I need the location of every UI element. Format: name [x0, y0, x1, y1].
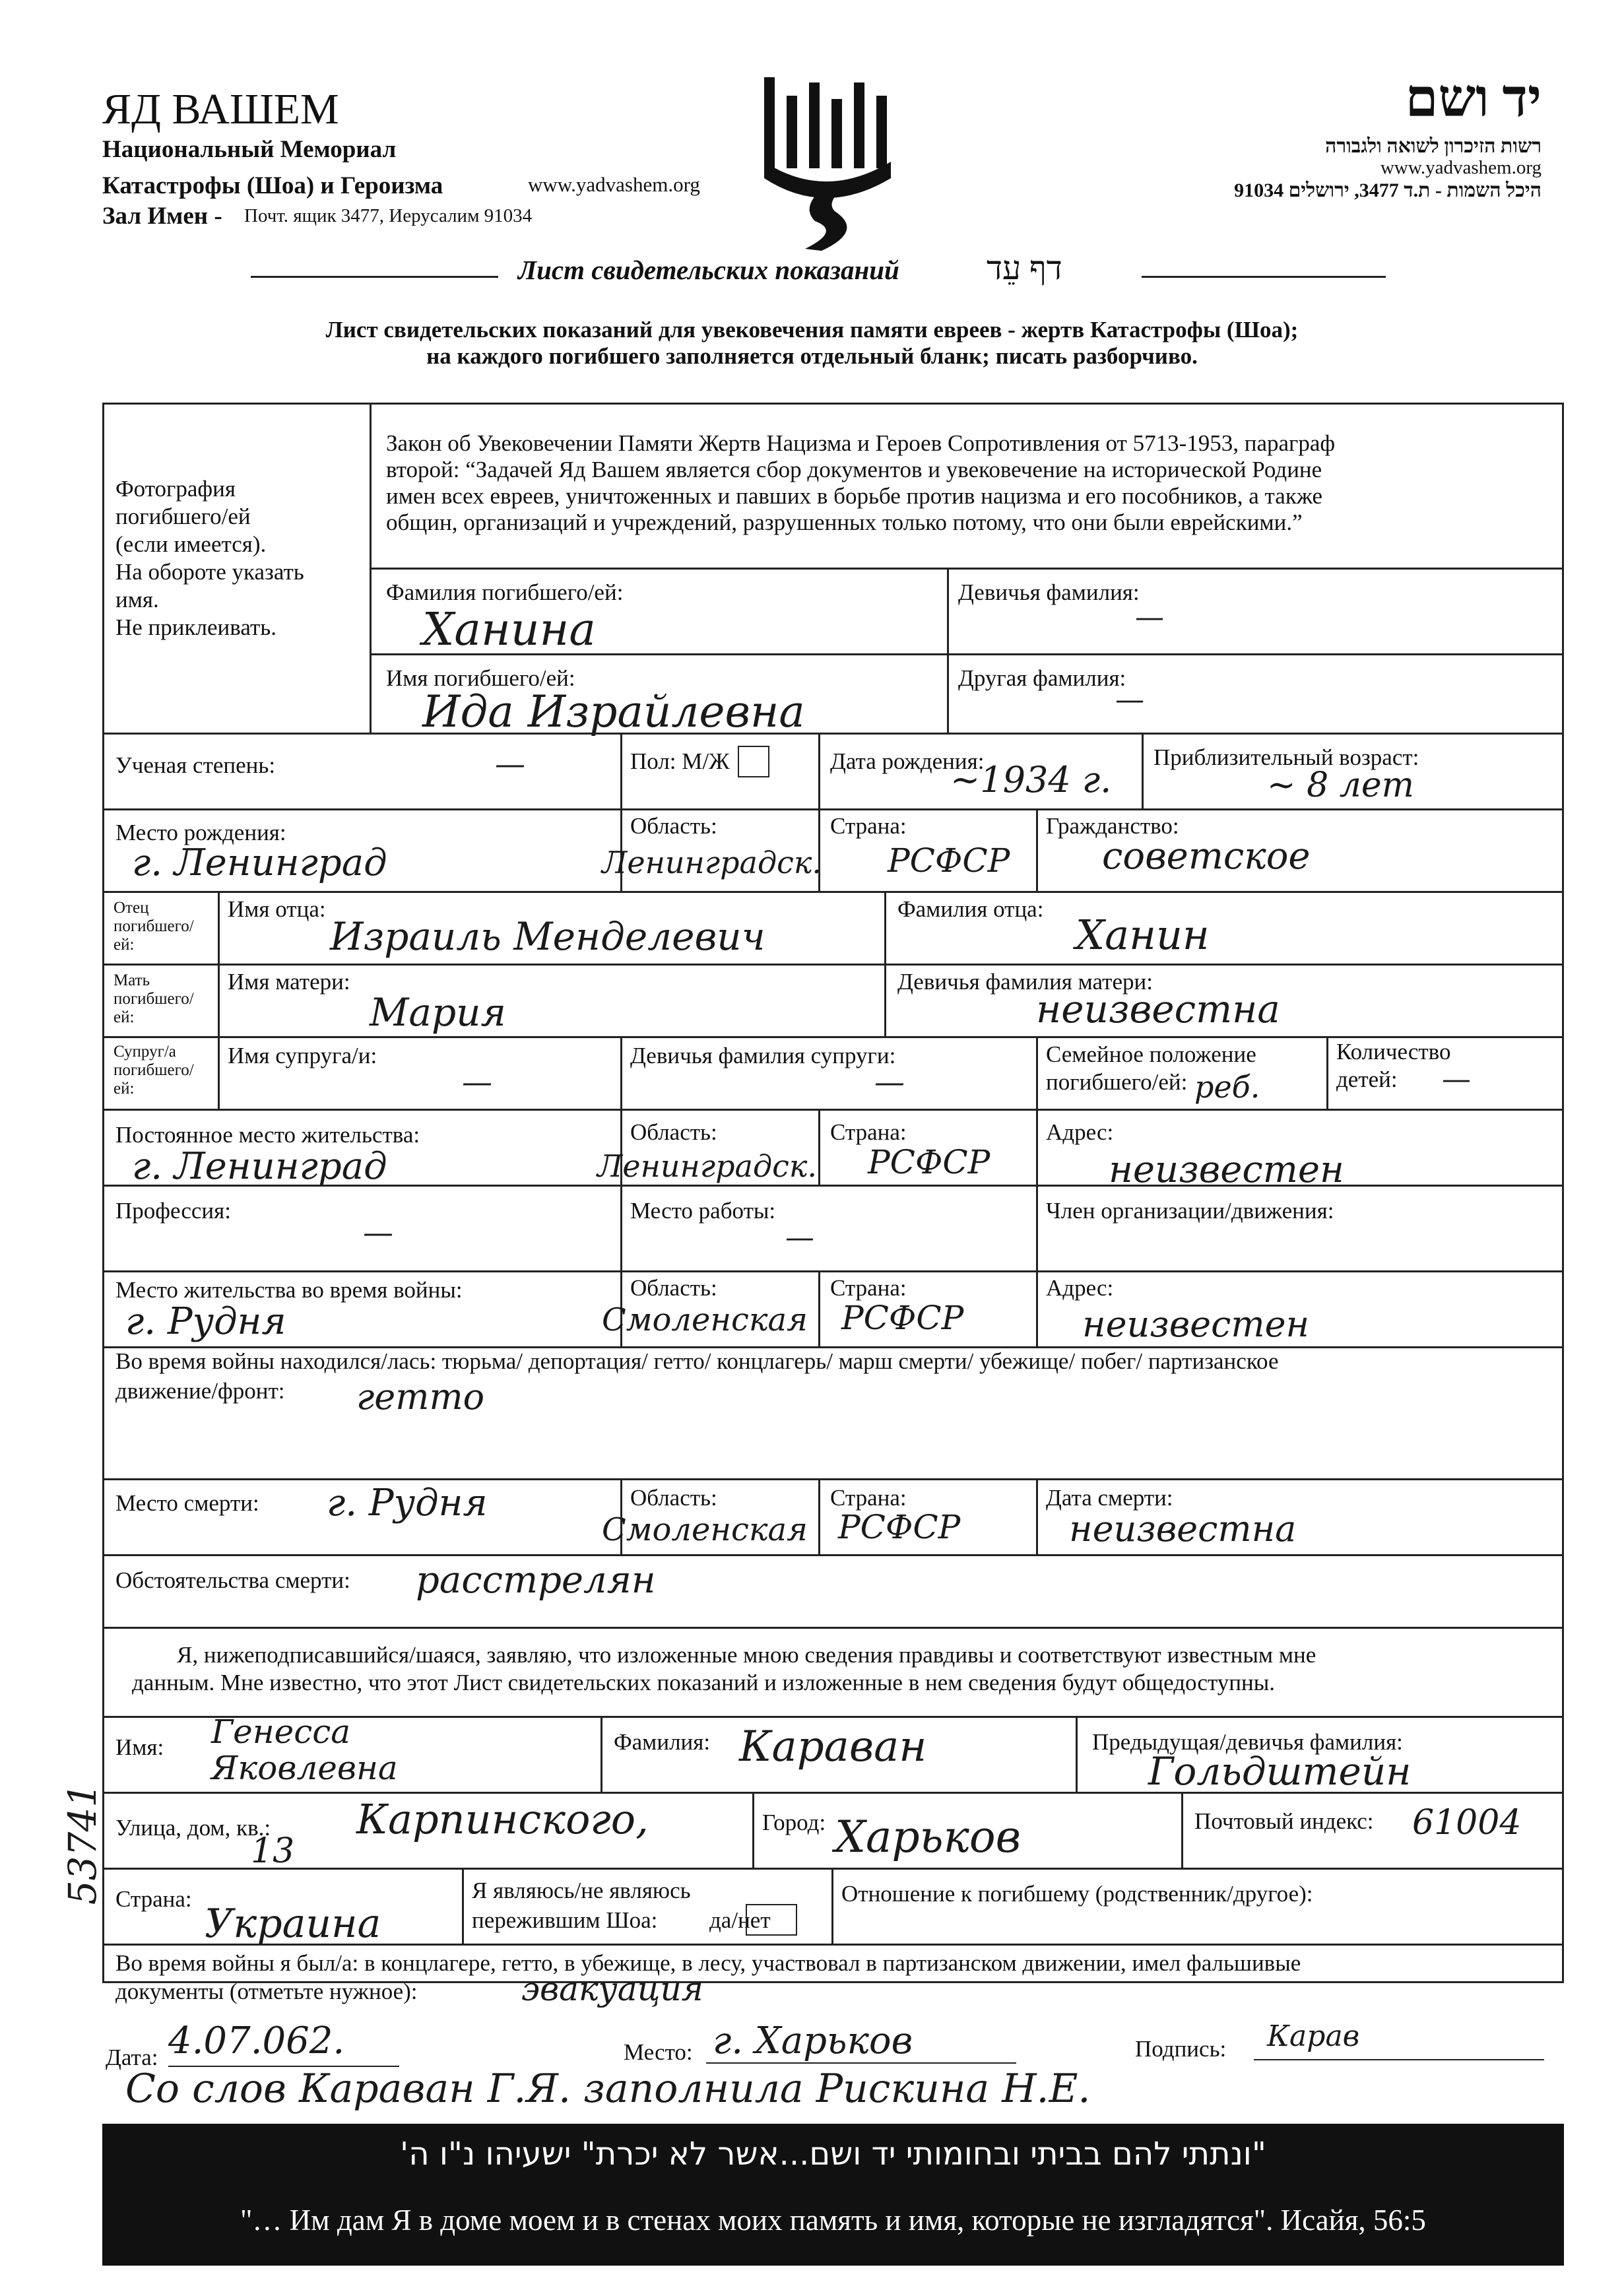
- father-surname-value[interactable]: Ханин: [1076, 911, 1210, 959]
- relation-label: Отношение к погибшему (родственник/другое):: [841, 1881, 1313, 1907]
- intro-line1: Лист свидетельских показаний для увековечения памяти евреев - жертв Катастрофы (Шоа);: [325, 317, 1299, 343]
- death-date-label: Дата смерти:: [1046, 1485, 1173, 1511]
- mother-name-label: Имя матери:: [228, 969, 350, 995]
- war-region-label: Область:: [630, 1275, 717, 1301]
- marital-label-1: Семейное положение: [1046, 1041, 1256, 1067]
- submitter-prev-surname-value[interactable]: Гольдштейн: [1148, 1749, 1412, 1794]
- perm-region-label: Область:: [630, 1119, 717, 1145]
- birthplace-label: Место рождения:: [115, 820, 286, 845]
- victim-surname-label: Фамилия погибшего/ей:: [386, 579, 624, 605]
- declaration-line2: данным. Мне известно, что этот Лист свидетельских показаний и изложенные в нем сведения будут общедоступны.: [132, 1670, 1275, 1695]
- submitter-war-value[interactable]: эвакуация: [521, 1970, 703, 2008]
- victim-other-surname-value[interactable]: —: [1115, 683, 1144, 717]
- submitter-house-value[interactable]: 13: [251, 1831, 295, 1871]
- war-status-label-2: движение/фронт:: [115, 1378, 285, 1404]
- death-region-value[interactable]: Смоленская: [602, 1511, 808, 1548]
- sex-female-mark[interactable]: [738, 746, 769, 777]
- victim-surname-value[interactable]: Ханина: [422, 604, 596, 656]
- death-country-label: Страна:: [830, 1485, 907, 1511]
- degree-label: Ученая степень:: [115, 752, 276, 778]
- war-address-label: Адрес:: [1046, 1275, 1114, 1301]
- submitter-prev-surname-label: Предыдущая/девичья фамилия:: [1092, 1729, 1403, 1755]
- victim-name-label: Имя погибшего/ей:: [386, 665, 575, 691]
- birth-country-value[interactable]: РСФСР: [888, 841, 1010, 880]
- spouse-name-value[interactable]: —: [462, 1064, 492, 1099]
- citizenship-value[interactable]: советское: [1102, 835, 1311, 878]
- degree-value[interactable]: —: [495, 746, 525, 781]
- website: www.yadvashem.org: [528, 173, 700, 196]
- survivor-no-mark[interactable]: [746, 1904, 797, 1936]
- victim-other-surname-label: Другая фамилия:: [958, 665, 1126, 691]
- death-place-label: Место смерти:: [115, 1490, 259, 1516]
- place-value[interactable]: г. Харьков: [713, 2019, 913, 2062]
- death-country-value[interactable]: РСФСР: [838, 1508, 961, 1546]
- perm-country-value[interactable]: РСФСР: [868, 1143, 991, 1181]
- war-country-value[interactable]: РСФСР: [841, 1299, 964, 1337]
- heb-website: www.yadvashem.org: [1380, 157, 1542, 178]
- victim-maiden-label: Девичья фамилия:: [958, 579, 1140, 605]
- children-label-1: Количество: [1336, 1039, 1451, 1065]
- survivor-label-1: Я являюсь/не являюсь: [472, 1878, 691, 1903]
- heb-line2: היכל השמות - ת.ד 3477, ירושלים 91034: [1234, 180, 1542, 201]
- death-region-label: Область:: [630, 1485, 717, 1511]
- mother-maiden-value[interactable]: неизвестна: [1036, 987, 1280, 1032]
- perm-address-value[interactable]: неизвестен: [1109, 1148, 1344, 1191]
- marital-label-2: погибшего/ей:: [1046, 1069, 1188, 1095]
- war-residence-label: Место жительства во время войны:: [115, 1277, 463, 1303]
- org-title: ЯД ВАШЕМ: [102, 85, 339, 133]
- birth-country-label: Страна:: [830, 813, 907, 839]
- survivor-label-2: пережившим Шоа:: [472, 1907, 658, 1933]
- submitter-war-label-2: документы (отметьте нужное):: [115, 1979, 418, 2004]
- submitter-name-value-2[interactable]: Яковлевна: [211, 1749, 398, 1787]
- mother-side-label: Мать погибшего/ей:: [114, 971, 194, 1026]
- children-value[interactable]: —: [1442, 1063, 1471, 1096]
- note-value: Со слов Караван Г.Я. заполнила Рискина Н.Е.: [125, 2066, 1091, 2112]
- sex-label: Пол: М/Ж: [630, 748, 730, 774]
- mother-maiden-label: Девичья фамилия матери:: [897, 969, 1153, 995]
- submitter-street-value[interactable]: Карпинского,: [356, 1795, 649, 1843]
- father-name-label: Имя отца:: [228, 896, 326, 922]
- profession-value[interactable]: —: [363, 1214, 393, 1250]
- declaration-line1: Я, нижеподписавшийся/шаяся, заявляю, что изложенные мною сведения правдивы и соответствуют известным мне: [177, 1642, 1316, 1668]
- org-line2: Катастрофы (Шоа) и Героизма: [102, 172, 443, 199]
- victim-maiden-value[interactable]: —: [1135, 601, 1164, 634]
- death-date-value[interactable]: неизвестна: [1069, 1508, 1297, 1550]
- age-value[interactable]: ~ 8 лет: [1267, 766, 1414, 805]
- birthplace-value[interactable]: г. Ленинград: [132, 841, 387, 884]
- hall-label: Зал Имен -: [102, 203, 222, 230]
- law-text: Закон об Увековечении Памяти Жертв Нацизма и Героев Сопротивления от 5713-1953, параграф второй: “Задачей Яд Вашем является сбор документов и увековечение на исторической Родине имен всех евреев, уничтоженных и павших в борьбе против нацизма и его пособников, а также общин, организаций и учреждений, разрушенных только потому, что они были еврейскими.”: [386, 430, 1336, 535]
- victim-name-value[interactable]: Ида Израйлевна: [422, 686, 805, 737]
- father-surname-label: Фамилия отца:: [897, 896, 1044, 922]
- perm-region-value[interactable]: Ленинградск.: [597, 1148, 817, 1184]
- perm-residence-label: Постоянное место жительства:: [115, 1122, 420, 1148]
- submitter-war-label-1: Во время войны я был/а: в концлагере, гетто, в убежище, в лесу, участвовал в партизанском движении, имел фальшивые: [115, 1950, 1301, 1976]
- perm-country-label: Страна:: [830, 1119, 907, 1145]
- submitter-country-label: Страна:: [115, 1886, 192, 1912]
- citizenship-label: Гражданство:: [1046, 813, 1179, 839]
- workplace-value[interactable]: —: [785, 1221, 814, 1255]
- submitter-city-value[interactable]: Харьков: [835, 1812, 1022, 1862]
- submitter-name-label: Имя:: [115, 1734, 164, 1760]
- spouse-side-label: Супруг/а погибшего/ей:: [114, 1043, 194, 1098]
- war-residence-value[interactable]: г. Рудня: [125, 1300, 286, 1343]
- children-label-2: детей:: [1336, 1066, 1398, 1092]
- submitter-surname-label: Фамилия:: [614, 1729, 711, 1755]
- signature-label: Подпись:: [1135, 2036, 1227, 2062]
- birth-region-label: Область:: [630, 813, 717, 839]
- survivor-options[interactable]: да/нет: [709, 1907, 771, 1933]
- submitter-city-label: Город:: [762, 1810, 826, 1835]
- signature-value[interactable]: Карав: [1267, 2019, 1360, 2053]
- workplace-label: Место работы:: [630, 1198, 776, 1224]
- date-value[interactable]: 4.07.062.: [168, 2019, 345, 2062]
- submitter-zip-value[interactable]: 61004: [1412, 1803, 1522, 1843]
- war-address-value[interactable]: неизвестен: [1082, 1303, 1310, 1345]
- dob-label: Дата рождения:: [830, 748, 985, 774]
- birth-region-value[interactable]: Ленинградск.: [602, 845, 822, 880]
- spouse-maiden-value[interactable]: —: [874, 1064, 905, 1099]
- quote-hebrew: "ונתתי להם בביתי ובחומותי יד ושם...אשר לא יכרת" ישעיהו נ"ו ה': [400, 2136, 1266, 2173]
- submitter-surname-value[interactable]: Караван: [739, 1722, 927, 1771]
- war-status-label-1: Во время войны находился/лась: тюрьма/ депортация/ гетто/ концлагерь/ марш смерти/ убежище/ побег/ партизанское: [115, 1348, 1279, 1374]
- profession-label: Профессия:: [115, 1198, 231, 1224]
- death-circumstances-label: Обстоятельства смерти:: [115, 1567, 350, 1593]
- perm-address-label: Адрес:: [1046, 1119, 1114, 1145]
- org-line1: Национальный Мемориал: [102, 136, 397, 163]
- death-circumstances-value[interactable]: расстрелян: [416, 1559, 656, 1602]
- war-region-value[interactable]: Смоленская: [602, 1301, 808, 1338]
- death-place-value[interactable]: г. Рудня: [327, 1482, 488, 1524]
- heb-line1: רשות הזיכרון לשואה ולגבורה: [1325, 135, 1542, 157]
- mother-name-value[interactable]: Мария: [370, 990, 506, 1035]
- submitter-street-label: Улица, дом, кв.:: [115, 1815, 271, 1841]
- submitter-zip-label: Почтовый индекс:: [1194, 1808, 1374, 1834]
- age-label: Приблизительный возраст:: [1153, 744, 1419, 770]
- hall-address: Почт. ящик 3477, Иерусалим 91034: [244, 205, 533, 226]
- quote-banner: [102, 2124, 1564, 2266]
- marital-value[interactable]: реб.: [1194, 1069, 1260, 1105]
- perm-residence-value[interactable]: г. Ленинград: [132, 1145, 387, 1188]
- war-status-value[interactable]: гетто: [356, 1376, 485, 1418]
- heb-title: יד ושם: [1405, 70, 1542, 128]
- spouse-name-label: Имя супруга/и:: [228, 1043, 377, 1068]
- submitter-country-value[interactable]: Украина: [205, 1901, 381, 1947]
- photo-note: Фотография погибшего/ей (если имеется). На обороте указать имя. Не приклеивать.: [115, 476, 304, 640]
- yad-vashem-logo: [759, 69, 897, 254]
- war-country-label: Страна:: [830, 1275, 907, 1301]
- organization-label: Член организации/движения:: [1046, 1198, 1334, 1224]
- form-title: Лист свидетельских показаний: [518, 255, 899, 285]
- intro-line2: на каждого погибшего заполняется отдельный бланк; писать разборчиво.: [426, 343, 1198, 369]
- form-title-heb: דף עֵד: [987, 249, 1062, 286]
- father-side-label: Отец погибшего/ей:: [114, 899, 194, 954]
- father-name-value[interactable]: Израиль Менделевич: [330, 914, 765, 959]
- place-label: Место:: [624, 2039, 693, 2065]
- spouse-maiden-label: Девичья фамилия супруги:: [630, 1043, 896, 1068]
- submitter-name-value-1[interactable]: Генесса: [211, 1713, 351, 1751]
- dob-value[interactable]: ~1934 г.: [950, 759, 1112, 801]
- archive-number: 53741: [60, 1783, 105, 1905]
- quote-russian: "… Им дам Я в доме моем и в стенах моих память и имя, которые не изгладятся". Исайя, 56:5: [240, 2204, 1426, 2237]
- date-label: Дата:: [106, 2045, 158, 2070]
